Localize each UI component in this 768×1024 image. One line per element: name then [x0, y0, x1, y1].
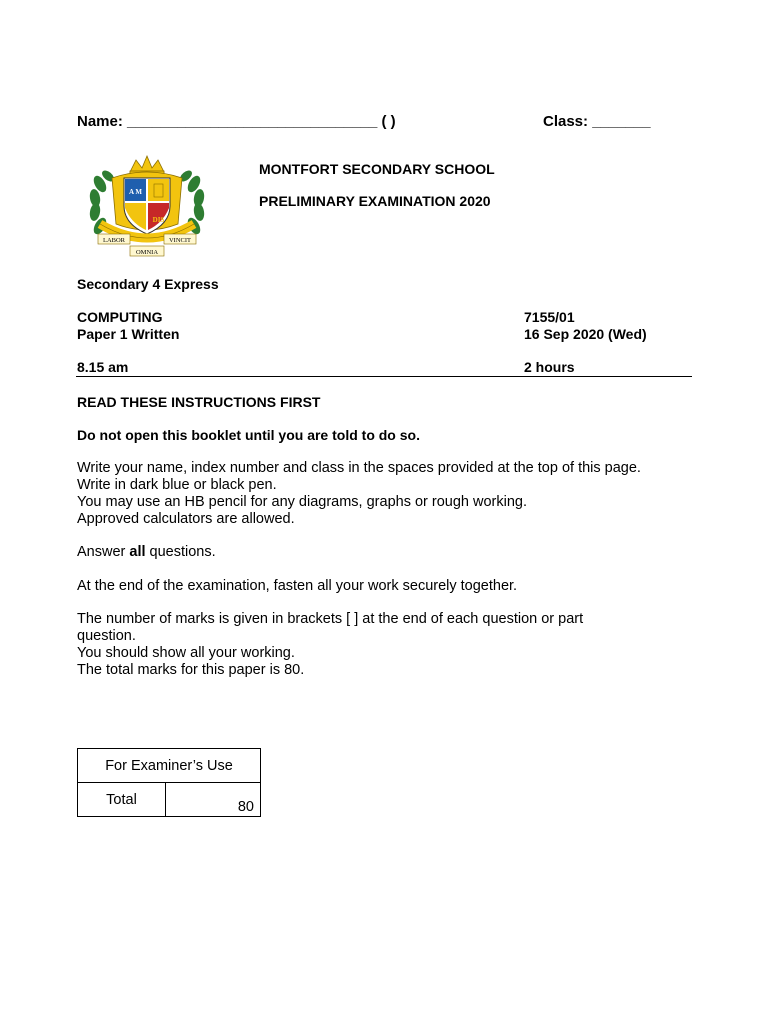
exam-time: 8.15 am: [77, 359, 129, 375]
instruction-line: Write in dark blue or black pen.: [77, 477, 277, 493]
motto-left: LABOR: [102, 237, 126, 244]
instruction-line: At the end of the examination, fasten all your work securely together.: [77, 578, 518, 594]
fasten-instruction: [77, 578, 517, 595]
name-field-label: Name: ______________________________ ( ): [77, 113, 396, 130]
answer-bold: all: [129, 544, 146, 560]
instructions-heading: READ THESE INSTRUCTIONS FIRST: [77, 394, 321, 410]
exam-duration: 2 hours: [524, 359, 575, 375]
instructions-warning: Do not open this booklet until you are told to do so.: [77, 427, 420, 443]
answer-instruction: [77, 544, 216, 561]
instruction-line: The number of marks is given in brackets [ ] at the end of each question or part: [77, 611, 584, 627]
instructions-block-2: [77, 611, 583, 679]
instruction-line: question.: [77, 628, 136, 644]
instruction-line: You may use an HB pencil for any diagrams, graphs or rough working.: [77, 494, 528, 510]
examiner-use-table: [77, 748, 261, 817]
answer-prefix: Answer: [77, 544, 130, 560]
paper-label: Paper 1 Written: [77, 326, 180, 342]
class-field-label: Class: _______: [543, 113, 651, 130]
shield-right-text: DIS: [152, 216, 165, 224]
level-label: Secondary 4 Express: [77, 276, 219, 292]
answer-suffix: questions.: [145, 544, 216, 560]
exam-title: PRELIMINARY EXAMINATION 2020: [259, 193, 491, 209]
total-label: Total: [78, 783, 166, 817]
instructions-block-1: [77, 460, 641, 528]
school-name: MONTFORT SECONDARY SCHOOL: [259, 161, 495, 177]
instruction-line: Write your name, index number and class in the spaces provided at the top of this page.: [77, 460, 641, 476]
instruction-line: You should show all your working.: [77, 645, 295, 661]
motto-bottom: OMNIA: [135, 249, 159, 256]
exam-date: 16 Sep 2020 (Wed): [524, 326, 647, 342]
instruction-line: Approved calculators are allowed.: [77, 511, 295, 527]
paper-code: 7155/01: [524, 309, 575, 325]
school-crest-logo: [86, 154, 208, 258]
instruction-line: The total marks for this paper is 80.: [77, 662, 305, 678]
header-divider: [76, 376, 692, 377]
total-value: 80: [166, 783, 261, 817]
examiner-table-header: For Examiner’s Use: [78, 749, 261, 783]
shield-left-text: A M: [128, 188, 143, 196]
subject-label: COMPUTING: [77, 309, 163, 325]
motto-right: VINCIT: [168, 237, 192, 244]
